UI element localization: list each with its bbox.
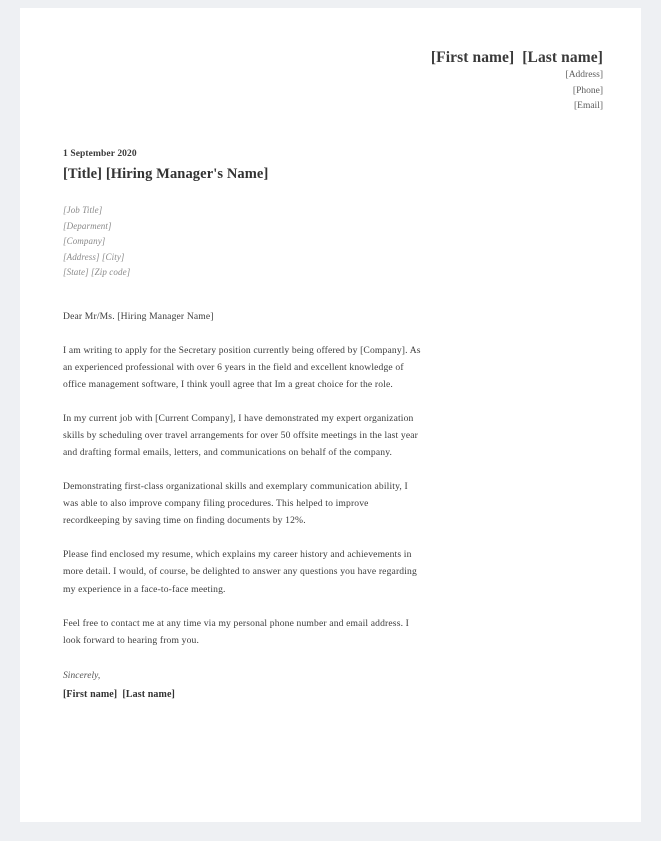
body-paragraph-1: I am writing to apply for the Secretary position currently being offered by [Company]. As an experienced professional with over 6 years in the field and excellent knowledge of office management software, I think youll agree that Im a great choice for the role.	[63, 344, 421, 390]
document-page	[20, 8, 641, 822]
sender-header	[63, 48, 603, 115]
recipient-address-city: [Address] [City]	[63, 251, 125, 262]
sender-name: [First name] [Last name]	[430, 49, 603, 66]
body-paragraph-4: Please find enclosed my resume, which explains my career history and achievements in more detail. I would, of course, be delighted to answer any questions you have regarding my experience in a face-to-face meeting.	[63, 549, 417, 595]
closing-word: Sincerely,	[63, 670, 101, 681]
signature-name: [First name] [Last name]	[63, 688, 175, 700]
sender-email: [Email]	[573, 101, 603, 112]
recipient-company: [Company]	[63, 236, 106, 247]
body-paragraph-3: Demonstrating first-class organizational skills and exemplary communication ability, I was able to also improve company filing procedures. This helped to improve recordkeeping by saving time on finding documents by 12%.	[63, 481, 408, 527]
letter-date: 1 September 2020	[63, 149, 137, 160]
body-paragraph-2: In my current job with [Current Company], I have demonstrated my expert organization skills by scheduling over travel arrangements for over 50 offsite meetings in the last year and drafting formal emails, letters, and communications on behalf of the company.	[63, 413, 419, 459]
recipient-department: [Deparment]	[63, 220, 112, 231]
body-paragraph-5: Feel free to contact me at any time via my personal phone number and email address. I look forward to hearing from you.	[63, 617, 410, 646]
recipient-address-block	[63, 203, 603, 280]
recipient-heading: [Title] [Hiring Manager's Name]	[63, 166, 269, 183]
sender-address: [Address]	[565, 70, 603, 81]
salutation: Dear Mr/Ms. [Hiring Manager Name]	[63, 310, 214, 322]
document-content	[63, 48, 603, 822]
closing-block	[63, 671, 603, 700]
sender-phone: [Phone]	[572, 85, 603, 96]
recipient-state-zip: [State] [Zip code]	[63, 267, 131, 278]
recipient-job-title: [Job Title]	[63, 205, 103, 216]
